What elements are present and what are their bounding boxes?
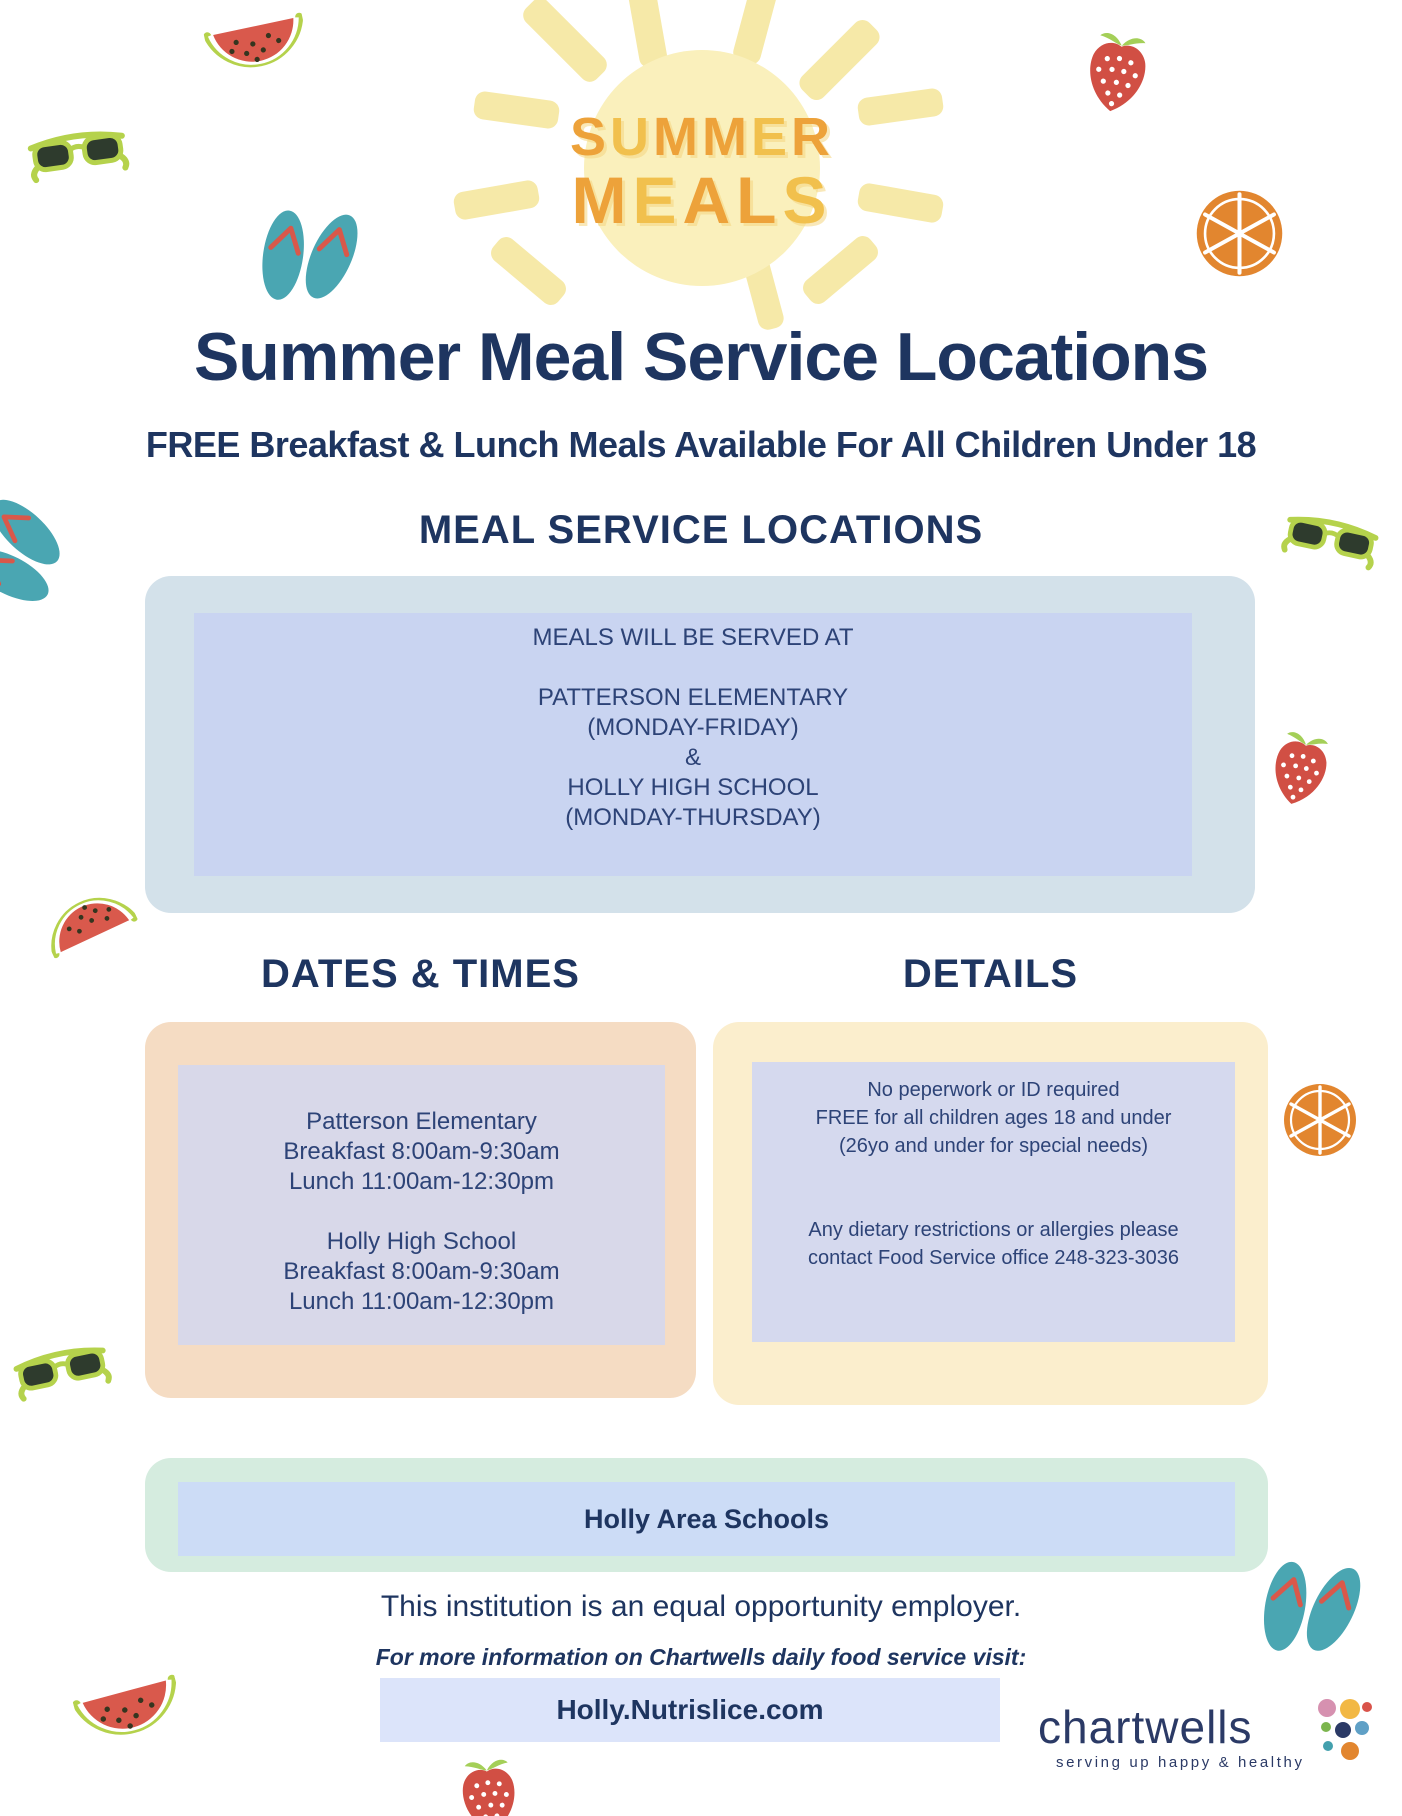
brand-dots-icon [1316,1694,1376,1764]
sun-ray-icon [519,0,611,86]
sun-ray-icon [452,179,541,221]
text-line: PATTERSON ELEMENTARY [537,684,849,711]
flipflops-icon [0,483,90,624]
details-box [713,1022,1268,1405]
text-line: Breakfast 8:00am-9:30am [283,1138,560,1165]
strawberry-icon [1075,25,1159,121]
eeo-statement: This institution is an equal opportunity employer. [380,1590,1022,1623]
website-label: Holly.Nutrislice.com [556,1694,824,1725]
district-banner-label: Holly Area Schools [178,1482,1235,1556]
text-line: contact Food Service office 248-323-3036 [808,1247,1179,1269]
text-line: (26yo and under for special needs) [838,1135,1149,1157]
text-line: Any dietary restrictions or allergies please [808,1219,1179,1241]
chartwells-logo [1038,1700,1388,1790]
watermelon-icon [71,1670,190,1761]
text-line [178,1197,665,1227]
sun-ray-icon [856,87,944,127]
dates-times-text [178,1065,665,1345]
text-line: MEALS WILL BE SERVED AT [532,624,854,651]
strawberry-icon [453,1753,526,1816]
details-text [752,1062,1235,1342]
text-line: (MONDAY-THURSDAY) [565,804,821,831]
watermelon-icon [32,871,140,962]
text-line [194,653,1192,683]
dates-times-box [145,1022,696,1398]
strawberry-icon [1260,723,1341,814]
text-line: Lunch 11:00am-12:30pm [288,1288,555,1315]
text-line: (MONDAY-FRIDAY) [587,714,799,741]
text-line: Lunch 11:00am-12:30pm [288,1168,555,1195]
orange-icon [1192,186,1287,281]
dates-times-heading: DATES & TIMES [261,952,580,996]
page-subtitle: FREE Breakfast & Lunch Meals Available For All Children Under 18 [145,424,1257,465]
sun-ray-icon [795,16,883,104]
orange-icon [1280,1080,1360,1160]
sun-ray-icon [856,182,945,224]
info-line: For more information on Chartwells daily food service visit: [375,1644,1027,1670]
sun-badge-line1: SUMMER [569,107,835,167]
brand-tagline: serving up happy & healthy [1056,1754,1305,1771]
text-line [752,1160,1235,1188]
district-banner [145,1458,1268,1572]
text-line: FREE for all children ages 18 and under [815,1107,1172,1129]
sun-ray-icon [472,90,560,130]
page-title: Summer Meal Service Locations [193,319,1209,395]
sun-ray-icon [487,233,570,309]
sun-badge-line2: MEALS [571,163,833,237]
brand-name: chartwells [1038,1701,1253,1753]
meal-locations-text [194,613,1192,876]
sun-ray-icon [799,232,882,308]
text-line: & [684,744,701,771]
meal-locations-box [145,576,1255,913]
details-heading: DETAILS [902,952,1079,996]
website-bar [380,1678,1000,1742]
text-line: Patterson Elementary [306,1108,537,1135]
text-line: No peperwork or ID required [867,1079,1120,1101]
sunglasses-icon [10,1337,114,1406]
text-line: Holly High School [326,1228,517,1255]
text-line: Breakfast 8:00am-9:30am [283,1258,560,1285]
text-line [752,1188,1235,1216]
meal-locations-heading: MEAL SERVICE LOCATIONS [418,508,984,552]
text-line: HOLLY HIGH SCHOOL [567,774,819,801]
